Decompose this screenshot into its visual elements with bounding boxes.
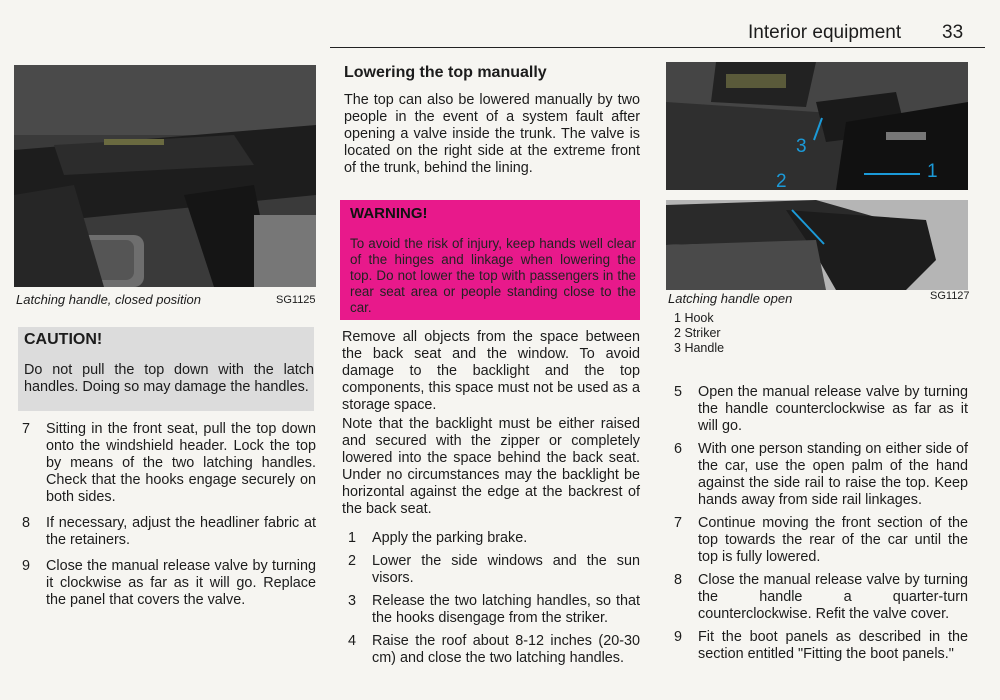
lowering-intro: The top can also be lowered manually by two people in the event of a system fault after opening a valve inside the trunk. The valve is located on the right side at the extreme front of the trunk, behind the lining. [344,92,640,176]
step-text: Continue moving the front section of the top towards the rear of the car until the top is fully lowered. [698,515,968,565]
warning-text: To avoid the risk of injury, keep hands well clear of the hinges and linkage when lowering the top. Do not lower the top with passengers in the rear seat area or people standing close to the car. [350,236,636,315]
step-text: Raise the roof about 8-12 inches (20-30 cm) and close the two latching handles. [372,633,640,666]
step-text: Sitting in the front seat, pull the top down onto the windshield header. Lock the top by means of the two latching handles. Check that the hooks engage securely on both sides. [46,421,316,505]
step-text: Release the two latching handles, so that the hooks disengage from the striker. [372,593,640,626]
legend-number: 1 [674,311,681,325]
step-number: 1 [348,530,357,546]
list-item [670,441,968,509]
step-number: 9 [22,558,31,574]
list-item [344,593,640,627]
step-number: 6 [674,441,683,457]
step-text: Open the manual release valve by turning the handle counterclockwise as far as it will go. [698,384,968,434]
list-item [670,572,968,623]
list-item [18,421,316,506]
step-text: Apply the parking brake. [372,530,528,546]
lowering-title: Lowering the top manually [344,64,547,81]
step-number: 5 [674,384,683,400]
step-text: Close the manual release valve by turning the handle a quarter-turn counterclockwise. Refit the valve cover. [698,572,968,622]
step-number: 7 [674,515,683,531]
step-number: 4 [348,633,357,649]
legend-label: Hook [684,311,714,325]
middle-step-list [344,530,640,667]
middle-paragraph: Remove all objects from the space between the back seat and the window. To avoid damage to the backlight and the top components, this space must not be used as a storage space. [342,329,640,413]
caution-text: Do not pull the top down with the latch handles. Doing so may damage the handles. [24,362,314,395]
list-item [670,384,968,435]
warning-title: WARNING! [350,205,428,222]
list-item [18,515,316,549]
figure-code-right: SG1127 [930,290,970,302]
step-number: 8 [22,515,31,531]
list-item [344,553,640,587]
legend-number: 3 [674,341,681,355]
callout-lines [666,62,968,290]
step-number: 8 [674,572,683,588]
list-item [344,633,640,667]
list-item [344,530,640,547]
latch-closed-photo [14,65,316,287]
figure-caption-left: Latching handle, closed position [16,292,202,307]
figure-caption-right: Latching handle open [668,291,793,306]
step-number: 3 [348,593,357,609]
step-text: Close the manual release valve by turning it clockwise as far as it will go. Replace the panel that covers the valve. [46,558,316,608]
callout-2: 2 [776,171,787,192]
step-text: Fit the boot panels as described in the section entitled "Fitting the boot panels." [698,629,968,662]
legend-number: 2 [674,326,681,340]
list-item [18,558,316,609]
page-number: 33 [942,22,964,43]
caution-title: CAUTION! [24,331,103,348]
legend-item [674,311,714,326]
legend-item [674,341,724,356]
section-title: Interior equipment [748,22,902,43]
list-item [670,629,968,663]
right-step-list [670,384,968,663]
legend-label: Handle [684,341,725,355]
step-number: 2 [348,553,357,569]
legend-item [674,326,721,341]
middle-paragraph: Note that the backlight must be either raised and secured with the zipper or completely lowered into the space behind the back seat. Under no circumstances may the backlight be horizontal against the edge at the backrest of the back seat. [342,416,640,517]
step-text: Lower the side windows and the sun visors. [372,553,640,586]
step-number: 7 [22,421,31,437]
step-text: If necessary, adjust the headliner fabric at the retainers. [46,515,316,548]
header-rule [330,47,985,48]
callout-1: 1 [927,161,938,182]
left-step-list [18,421,316,609]
legend-label: Striker [684,326,721,340]
callout-3: 3 [796,136,807,157]
step-text: With one person standing on either side of the car, use the open palm of the hand against the side rail to raise the top. Keep hands away from side rail linkages. [698,441,968,508]
figure-code-left: SG1125 [276,294,316,306]
list-item [670,515,968,566]
step-number: 9 [674,629,683,645]
